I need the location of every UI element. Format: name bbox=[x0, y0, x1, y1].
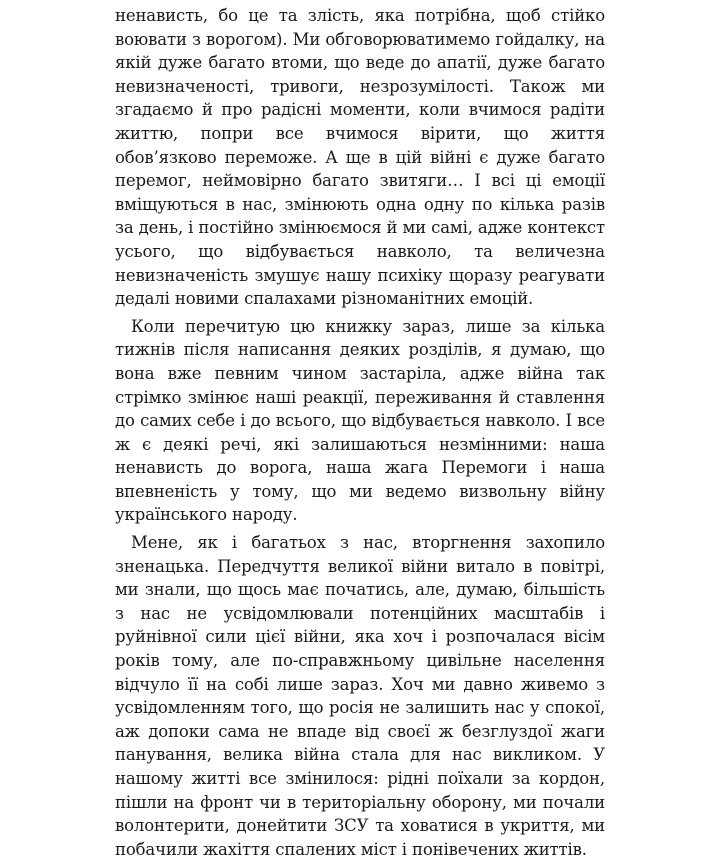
paragraph-3: Мене, як і багатьох з нас, вторгнення захопило зненацька. Передчуття великої війни витало в повітрі, ми знали, що щось має початись, але, думаю, більшість з нас не усвідомлювали потенційних масштабів і руйнівної сили цієї війни, яка хоч і розпочалася вісім років тому, але по-справжньому цивільне населення відчуло її на собі лише зараз. Хоч ми давно живемо з усвідомленням того, що росія не залишить нас у спокої, аж допоки сама не впаде від своєї ж безглуздої жаги панування, велика війна стала для нас викликом. У нашому житті все змінилося: рідні поїхали за кордон, пішли на фронт чи в територіальну оборону, ми почали волонтерити, донейтити ЗСУ та ховатися в укриття, ми побачили жахіття спалених міст і понівечених життів. bbox=[115, 533, 605, 859]
paragraph-1: ненависть, бо це та злість, яка потрібна, щоб стійко воювати з ворогом). Ми обговорюватимемо гойдалку, на якій дуже багато втоми, що веде до апатії, дуже багато невизначеності, тривоги, незрозумілості. Також ми згадаємо й про радісні моменти, коли вчимося радіти життю, попри все вчимося вірити, що життя обов’язково переможе. А ще в цій війні є дуже багато перемог, неймовірно багато звитяги… І всі ці емоції вміщуються в нас, змінюють одна одну по кілька разів за день, і постійно змінюємося й ми самі, адже контекст усього, що відбувається навколо, та величезна невизначеність змушує нашу психіку щоразу реагувати дедалі новими спалахами різноманітних емоцій. bbox=[115, 6, 605, 309]
document-page bbox=[115, 4, 605, 861]
paragraph-2: Коли перечитую цю книжку зараз, лише за кілька тижнів після написання деяких розділів, я думаю, що вона вже певним чином застаріла, адже війна так стрімко змінює наші реакції, переживання й ставлення до самих себе і до всього, що відбувається навколо. І все ж є деякі речі, які залишаються незмінними: наша ненависть до ворога, наша жага Перемоги і наша впевненість у тому, що ми ведемо визвольну війну українського народу. bbox=[115, 316, 605, 525]
